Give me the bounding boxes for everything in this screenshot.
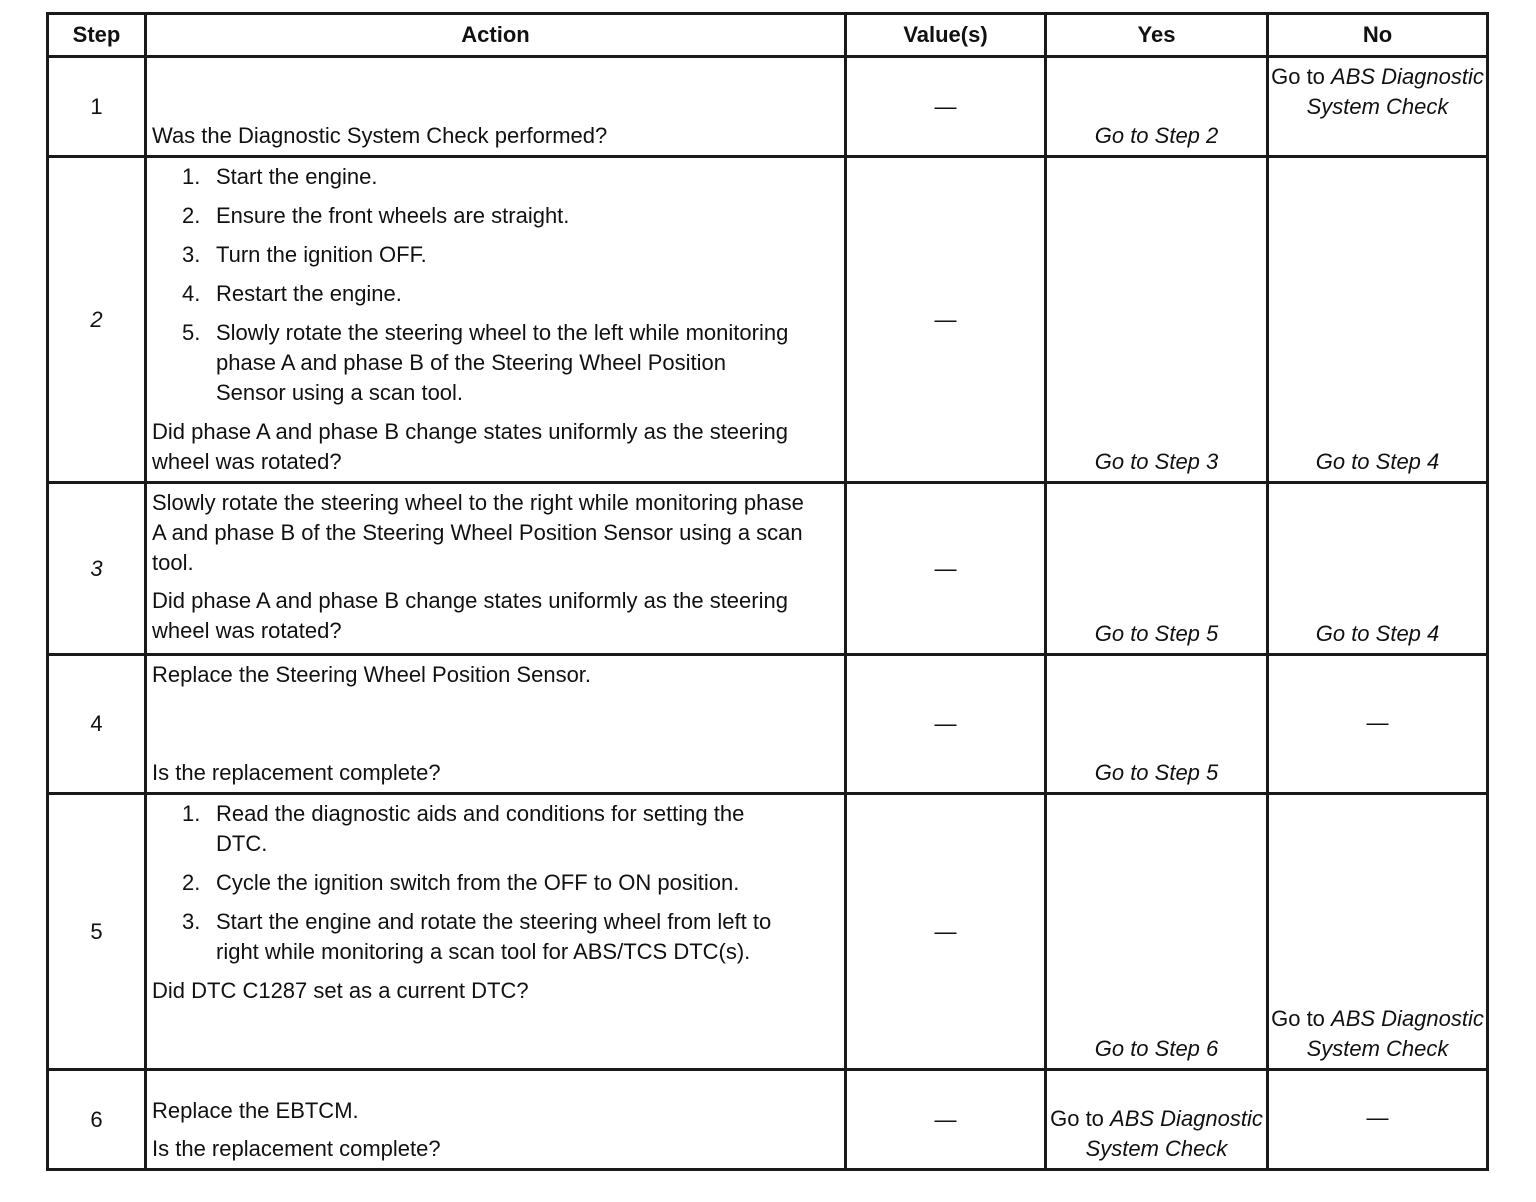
- action-cell: [146, 157, 846, 483]
- step-number: 5: [48, 794, 146, 1070]
- table-row: [48, 794, 1488, 1070]
- table-row: [48, 655, 1488, 794]
- no-prefix: Go to: [1271, 64, 1332, 89]
- action-text: Slowly rotate the steering wheel to the right while monitoring phase A and phase B of the Steering Wheel Position Sensor using a scan tool.: [152, 490, 804, 575]
- no-cell: —: [1268, 1070, 1488, 1170]
- list-text: Ensure the front wheels are straight.: [216, 203, 570, 228]
- yes-link: ABS Diagnostic System Check: [1085, 1106, 1263, 1161]
- action-cell: [146, 794, 846, 1070]
- value-cell: —: [846, 57, 1046, 157]
- action-steps: [152, 162, 838, 408]
- step-number: 1: [48, 57, 146, 157]
- table-row: [48, 157, 1488, 483]
- step-number: 4: [48, 655, 146, 794]
- header-step: Step: [48, 14, 146, 57]
- list-text: Turn the ignition OFF.: [216, 242, 427, 267]
- no-link: ABS Diagnostic System Check: [1306, 64, 1484, 119]
- table-row: [48, 57, 1488, 157]
- action-text: Replace the Steering Wheel Position Sensor.: [152, 662, 592, 687]
- list-text: Start the engine.: [216, 164, 378, 189]
- header-row: [48, 14, 1488, 57]
- list-text: Slowly rotate the steering wheel to the left while monitoring phase A and phase B of the Steering Wheel Position Sensor using a scan tool.: [216, 320, 789, 405]
- list-text: Restart the engine.: [216, 281, 402, 306]
- header-values: Value(s): [846, 14, 1046, 57]
- action-question: Is the replacement complete?: [152, 1136, 441, 1161]
- yes-cell: Go to Step 5: [1046, 655, 1268, 794]
- value-cell: —: [846, 794, 1046, 1070]
- list-item: [182, 240, 838, 270]
- list-text: Cycle the ignition switch from the OFF to ON position.: [216, 870, 740, 895]
- list-item: [182, 279, 838, 309]
- header-action: Action: [146, 14, 846, 57]
- list-number: 1.: [182, 164, 201, 189]
- list-number: 3.: [182, 242, 201, 267]
- action-question: Was the Diagnostic System Check performed?: [152, 123, 608, 148]
- table-row: [48, 483, 1488, 655]
- no-prefix: Go to: [1271, 1006, 1332, 1031]
- list-number: 1.: [182, 801, 201, 826]
- yes-cell: Go to Step 5: [1046, 483, 1268, 655]
- value-cell: —: [846, 483, 1046, 655]
- no-link: ABS Diagnostic System Check: [1306, 1006, 1484, 1061]
- diagnostic-table: [46, 12, 1489, 1171]
- value-cell: —: [846, 157, 1046, 483]
- yes-prefix: Go to: [1050, 1106, 1111, 1131]
- action-question: Did DTC C1287 set as a current DTC?: [152, 978, 529, 1003]
- no-cell: [1268, 57, 1488, 157]
- diagnostic-table-sheet: [46, 12, 1489, 1171]
- action-question: Did phase A and phase B change states uniformly as the steering wheel was rotated?: [152, 588, 788, 643]
- list-item: [182, 162, 838, 192]
- action-cell: [146, 655, 846, 794]
- action-cell: [146, 1070, 846, 1170]
- list-item: [182, 318, 838, 408]
- list-item: [182, 868, 778, 898]
- action-text: Replace the EBTCM.: [152, 1098, 359, 1123]
- list-item: [182, 907, 778, 967]
- yes-cell: Go to Step 6: [1046, 794, 1268, 1070]
- step-number: 2: [48, 157, 146, 483]
- no-cell: [1268, 794, 1488, 1070]
- no-cell: Go to Step 4: [1268, 157, 1488, 483]
- action-question: Is the replacement complete?: [152, 760, 441, 785]
- header-yes: Yes: [1046, 14, 1268, 57]
- list-number: 4.: [182, 281, 201, 306]
- action-question: Did phase A and phase B change states uniformly as the steering wheel was rotated?: [152, 419, 788, 474]
- no-cell: Go to Step 4: [1268, 483, 1488, 655]
- list-number: 3.: [182, 909, 201, 934]
- yes-cell: [1046, 1070, 1268, 1170]
- list-number: 2.: [182, 870, 201, 895]
- list-item: [182, 201, 838, 231]
- list-number: 2.: [182, 203, 201, 228]
- header-no: No: [1268, 14, 1488, 57]
- no-cell: —: [1268, 655, 1488, 794]
- list-text: Start the engine and rotate the steering wheel from left to right while monitoring a scan tool for ABS/TCS DTC(s).: [216, 909, 772, 964]
- yes-cell: Go to Step 2: [1046, 57, 1268, 157]
- table-row: [48, 1070, 1488, 1170]
- action-cell: [146, 57, 846, 157]
- action-steps: [152, 799, 838, 967]
- step-number: 6: [48, 1070, 146, 1170]
- value-cell: —: [846, 1070, 1046, 1170]
- value-cell: —: [846, 655, 1046, 794]
- step-number: 3: [48, 483, 146, 655]
- yes-cell: Go to Step 3: [1046, 157, 1268, 483]
- list-number: 5.: [182, 320, 201, 345]
- list-text: Read the diagnostic aids and conditions for setting the DTC.: [216, 801, 745, 856]
- list-item: [182, 799, 778, 859]
- action-cell: [146, 483, 846, 655]
